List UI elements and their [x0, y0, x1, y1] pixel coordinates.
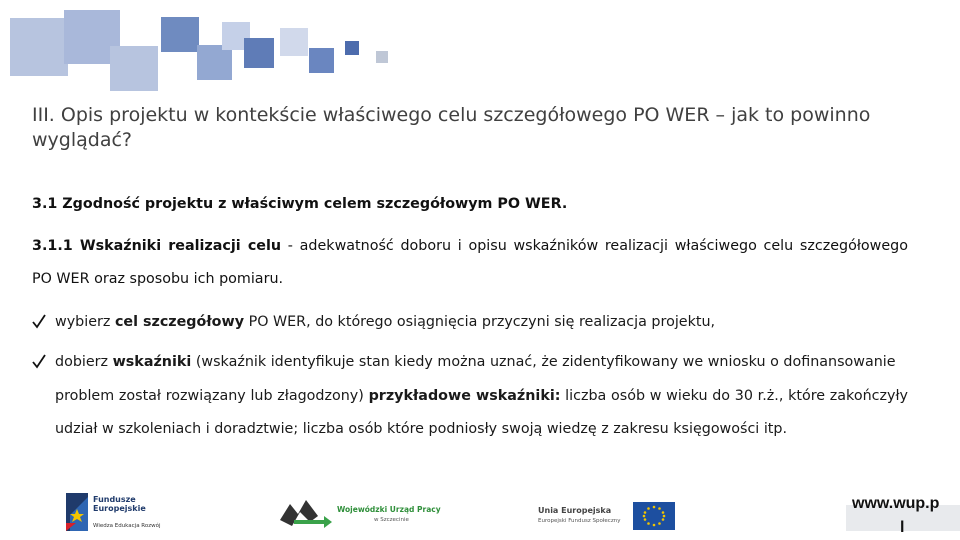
wup-logo	[278, 498, 441, 532]
slide-title-line1: III. Opis projektu w kontekście właściwego celu szczegółowego PO WER – jak to powinno	[32, 104, 871, 126]
slide-title-line2: wyglądać?	[32, 129, 133, 151]
bullet-bold: cel szczegółowy	[114, 314, 245, 330]
eu-logo-sub: Europejski Fundusz Społeczny	[538, 518, 621, 524]
bullet-text: liczba osób w wieku do 30 r.ż., które zakończyły	[560, 388, 908, 404]
deco-square	[280, 28, 308, 56]
deco-square	[10, 18, 68, 76]
bullet-item	[55, 352, 908, 372]
fe-logo-sub: Wiedza Edukacja Rozwój	[93, 523, 161, 529]
bullet-text: wybierz	[55, 314, 115, 330]
checkmark-icon	[32, 313, 46, 329]
fe-logo-text	[93, 495, 146, 513]
wup-logo-icon	[278, 498, 334, 528]
deco-square	[345, 41, 359, 55]
subsection-label: 3.1.1 Wskaźniki realizacji celu	[32, 238, 282, 254]
deco-square	[197, 45, 232, 80]
bullet-text: problem został rozwiązany lub złagodzony)	[55, 388, 369, 404]
slide-title	[32, 103, 912, 153]
subsection-line1-rest: - adekwatność doboru i opisu wskaźników realizacji właściwego celu szczegółowego	[281, 238, 908, 254]
website-url[interactable]: www.wup.p	[852, 495, 940, 512]
checkmark-icon	[32, 353, 46, 369]
eu-logo	[538, 500, 678, 532]
wup-logo-text: Wojewódzki Urząd Pracy	[337, 505, 441, 514]
bullet-text: dobierz	[55, 354, 113, 370]
eu-logo-text: Unia Europejska	[538, 506, 612, 515]
eu-flag-icon	[633, 502, 675, 530]
bullet-item	[55, 312, 908, 332]
bullet-item-line3: udział w szkoleniach i doradztwie; liczba osób które podniosły swoją wiedzę z zakresu księgowości itp.	[55, 421, 788, 437]
fe-logo-line1: Fundusze	[93, 495, 136, 504]
bullet-text: (wskaźnik identyfikuje stan kiedy można uznać, że zidentyfikowany we wniosku o dofinansowanie	[191, 354, 896, 370]
fe-logo-line2: Europejskie	[93, 504, 146, 513]
bullet-bold: wskaźniki	[112, 354, 192, 370]
wup-logo-sub: w Szczecinie	[374, 517, 409, 523]
bullet-item-line2	[55, 386, 908, 406]
fe-logo-icon	[66, 493, 90, 533]
deco-square	[161, 17, 199, 52]
fe-logo	[66, 492, 178, 534]
section-heading: 3.1 Zgodność projektu z właściwym celem szczegółowym PO WER.	[32, 196, 568, 212]
deco-square	[376, 51, 388, 63]
subsection-line1	[32, 236, 908, 256]
deco-square	[110, 46, 158, 91]
deco-square	[244, 38, 274, 68]
bullet-bold: przykładowe wskaźniki:	[368, 388, 561, 404]
deco-square	[309, 48, 334, 73]
subsection-line2: PO WER oraz sposobu ich pomiaru.	[32, 271, 284, 287]
website-url-continued[interactable]: l	[900, 519, 905, 536]
bullet-text: PO WER, do którego osiągnięcia przyczyni się realizacja projektu,	[244, 314, 716, 330]
